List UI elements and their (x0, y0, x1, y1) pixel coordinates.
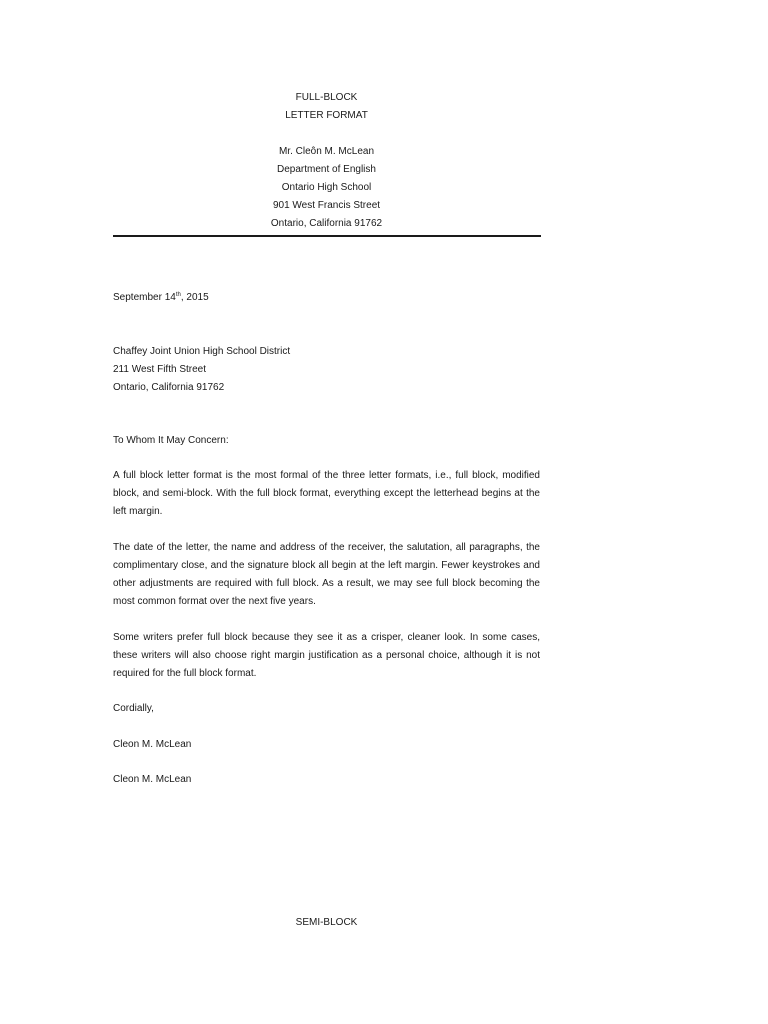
letterhead-divider (113, 235, 541, 237)
letterhead-department: Department of English (277, 164, 376, 175)
date-suffix: th (175, 292, 181, 298)
recipient-address (113, 343, 541, 397)
letterhead-street: 901 West Francis Street (272, 200, 381, 211)
body-paragraph-1: A full block letter format is the most formal of the three letter formats, i.e., full block, modified block, and semi-block. With the full block format, everything except the letterhead begins at the left margin. (113, 470, 540, 517)
date-year: , 2015 (180, 292, 209, 303)
complimentary-close: Cordially, (113, 703, 154, 714)
recipient-city: Ontario, California 91762 (113, 382, 225, 393)
letterhead-city: Ontario, California 91762 (270, 218, 383, 229)
document-title (112, 89, 541, 125)
letterhead-name: Mr. Cleôn M. McLean (278, 146, 375, 157)
title-line-1: FULL-BLOCK (295, 92, 358, 103)
recipient-name: Chaffey Joint Union High School District (113, 346, 291, 357)
salutation: To Whom It May Concern: (113, 435, 229, 446)
next-section-heading: SEMI-BLOCK (295, 917, 358, 928)
signature: Cleon M. McLean (113, 739, 192, 750)
recipient-street: 211 West Fifth Street (113, 364, 207, 375)
letterhead (112, 143, 541, 233)
title-line-2: LETTER FORMAT (285, 110, 368, 121)
typed-name: Cleon M. McLean (113, 774, 192, 785)
letter-date (113, 289, 541, 307)
date-month-day: September 14 (113, 292, 176, 303)
letterhead-school: Ontario High School (281, 182, 372, 193)
body-paragraph-2: The date of the letter, the name and address of the receiver, the salutation, all paragraphs, the complimentary close, and the signature block all begin at the left margin. Fewer keystrokes and other adjustments are required with full block. As a result, we may see full block becoming the most common format over the next five years. (113, 542, 540, 607)
body-paragraph-3: Some writers prefer full block because they see it as a crisper, cleaner look. In some cases, these writers will also choose right margin justification as a personal choice, although it is not required for the full block format. (113, 632, 540, 679)
